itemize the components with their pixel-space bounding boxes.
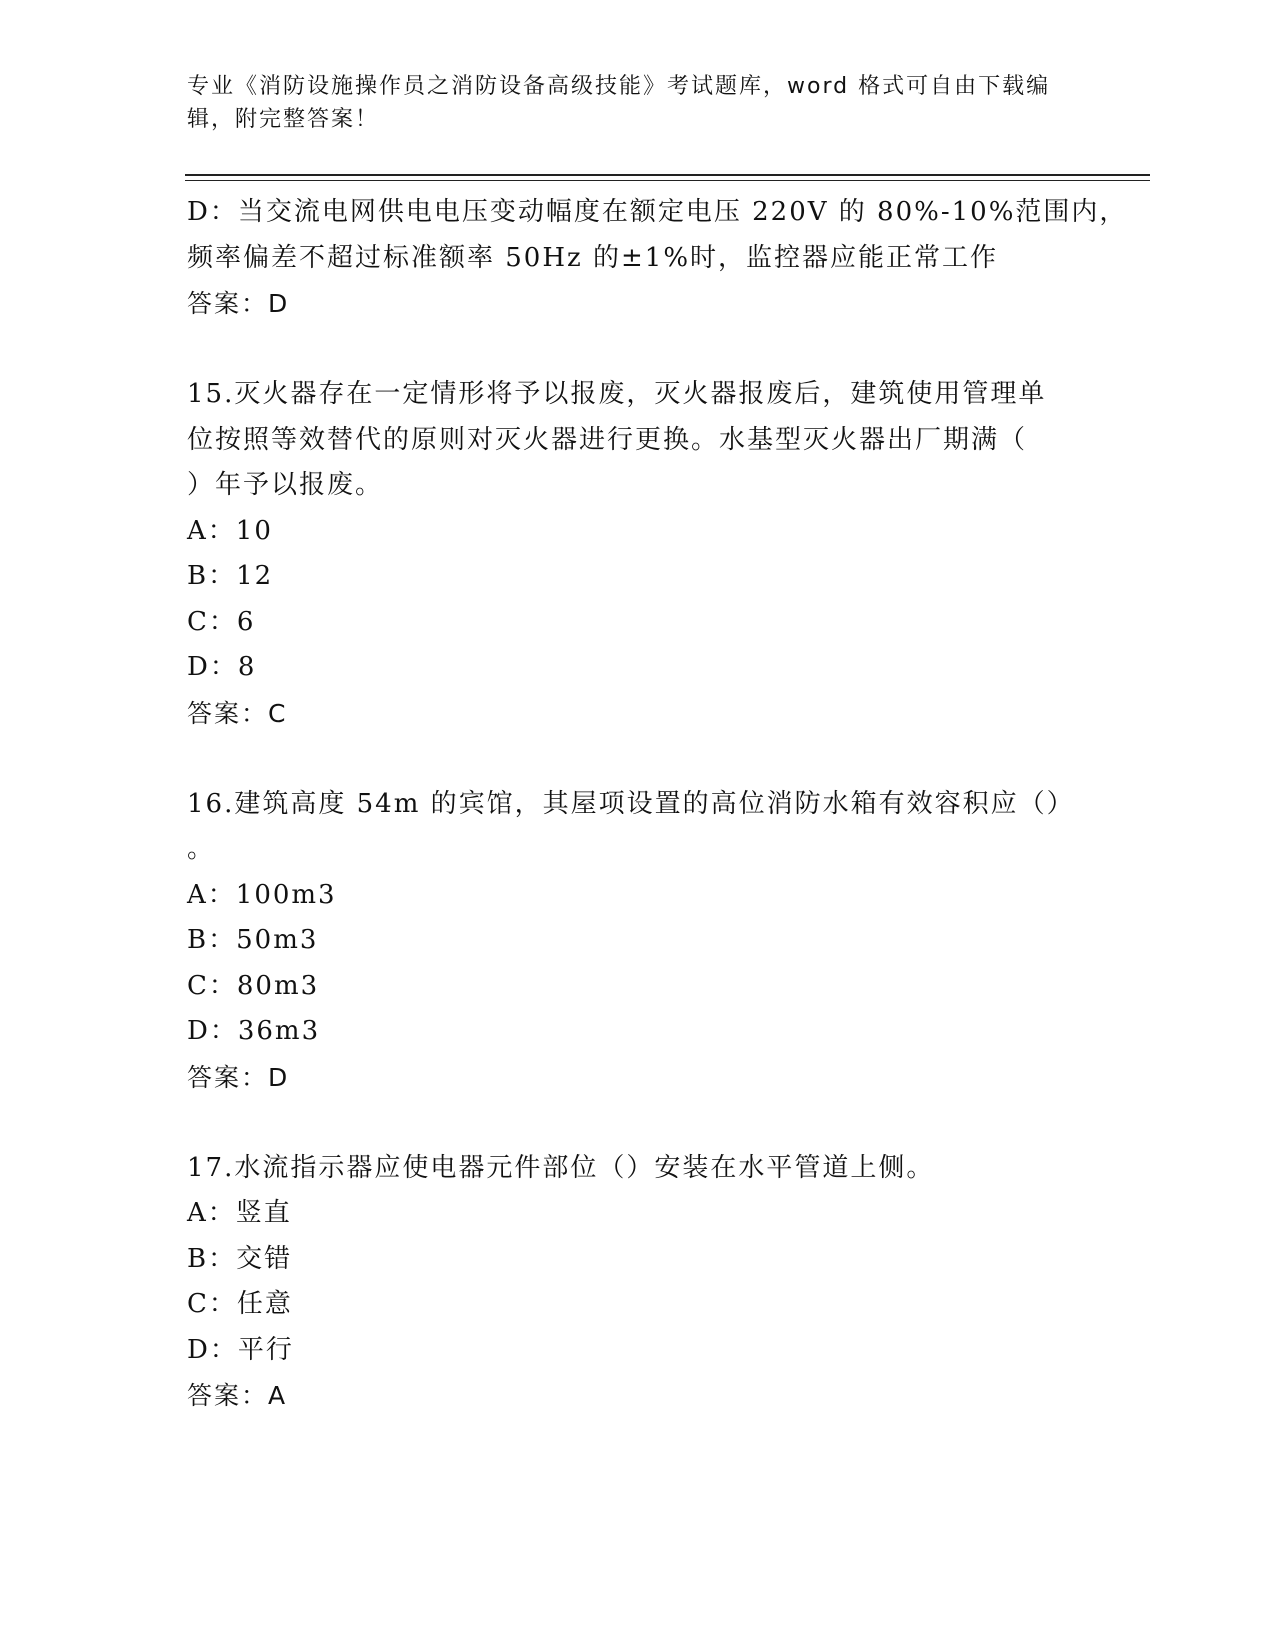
option-c: C：80m3 — [187, 970, 320, 1001]
question-content — [187, 190, 1128, 1419]
answer-line: 答案：D — [187, 289, 290, 318]
header-line-2: 辑，附完整答案！ — [187, 107, 380, 132]
question-stem-line: 位按照等效替代的原则对灭火器进行更换。水基型灭火器出厂期满（ — [187, 424, 1028, 455]
option-d-line-2: 频率偏差不超过标准额率 50Hz 的±1%时，监控器应能正常工作 — [187, 242, 999, 273]
header-line-1: 专业《消防设施操作员之消防设备高级技能》考试题库，word 格式可自由下载编 — [187, 74, 1051, 99]
question-16 — [187, 782, 1087, 1101]
question-15 — [187, 372, 1087, 736]
option-d: D：平行 — [187, 1334, 294, 1365]
spacer — [187, 1100, 1087, 1146]
question-stem-line: 17.水流指示器应使电器元件部位（）安装在水平管道上侧。 — [187, 1152, 935, 1183]
option-d: D：8 — [187, 652, 257, 682]
question-stem-line: 16.建筑高度 54m 的宾馆，其屋项设置的高位消防水箱有效容积应（） — [187, 788, 1075, 819]
page-header — [187, 70, 1087, 136]
answer-line: 答案：A — [187, 1381, 288, 1410]
question-17 — [187, 1146, 1087, 1419]
previous-question-tail — [187, 190, 1128, 327]
option-a: A：10 — [187, 515, 273, 546]
spacer — [187, 327, 1087, 373]
answer-line: 答案：C — [187, 698, 288, 728]
option-b: B：交错 — [187, 1243, 293, 1274]
question-stem-line: 。 — [187, 834, 216, 864]
option-c: C：任意 — [187, 1289, 293, 1319]
option-d-line-1: D：当交流电网供电电压变动幅度在额定电压 220V 的 80%-10%范围内， — [187, 197, 1128, 227]
option-d: D：36m3 — [187, 1016, 321, 1046]
header-rule-thick — [185, 174, 1150, 176]
option-a: A：竖直 — [187, 1198, 292, 1228]
option-a: A：100m3 — [187, 879, 337, 910]
header-rule-thin — [185, 180, 1150, 181]
answer-line: 答案：D — [187, 1062, 290, 1092]
option-b: B：12 — [187, 561, 274, 591]
question-stem-line: 15.灭火器存在一定情形将予以报废，灭火器报废后，建筑使用管理单 — [187, 379, 1047, 409]
question-stem-line: ）年予以报废。 — [187, 470, 384, 500]
option-c: C：6 — [187, 606, 256, 637]
option-b: B：50m3 — [187, 925, 319, 955]
spacer — [187, 736, 1087, 782]
